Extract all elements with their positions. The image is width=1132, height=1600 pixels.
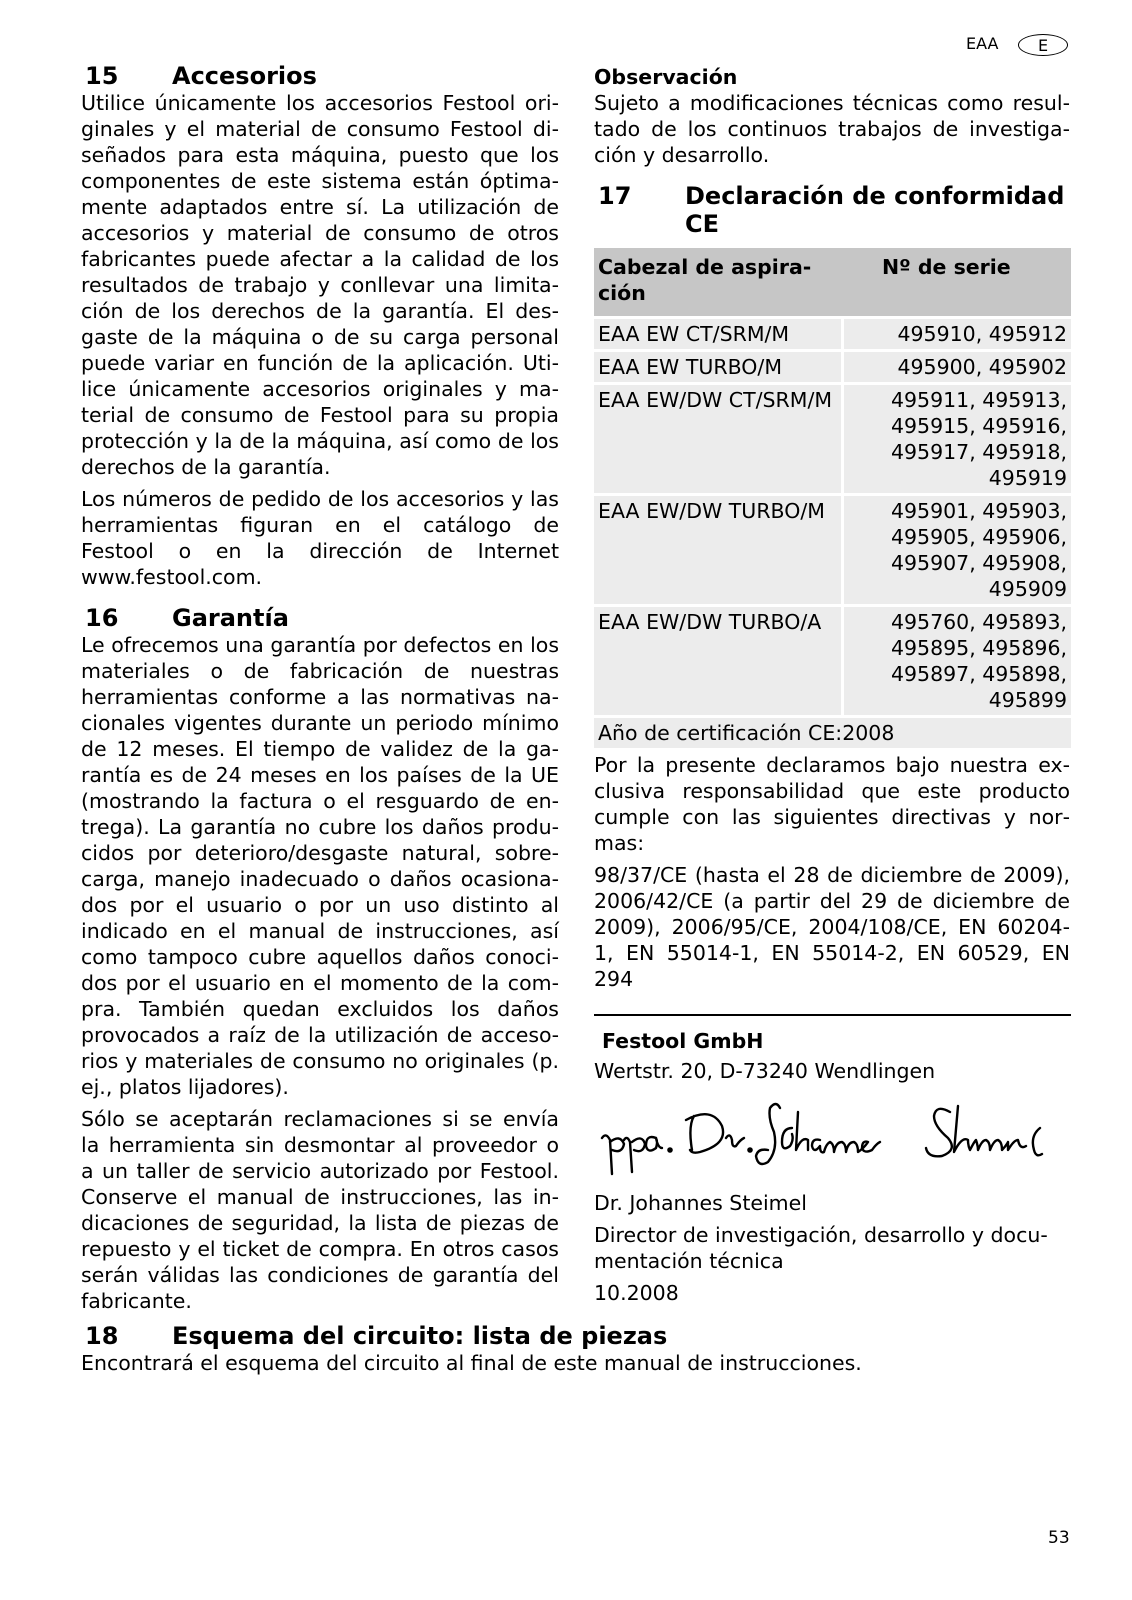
paragraph: Sólo se aceptarán reclamaciones si se envía la herramienta sin desmontar al proveedor o a un taller de servicio autorizado por Festool. Conserve el manual de instrucciones, las indicaciones de seguridad, la lista de piezas de repuesto y el ticket de compra. En otros casos serán válidas las condiciones de garantía del fabricante. (81, 1107, 559, 1313)
model-cell: EAA EW/DW TURBO/A (594, 606, 842, 717)
serial-line: 495900, 495902 (897, 355, 1067, 379)
model-cell: EAA EW/DW TURBO/M (594, 495, 842, 606)
company-address: Wertstr. 20, D-73240 Wendlingen (594, 1059, 936, 1083)
serial-cell (842, 318, 1071, 351)
section-number: 17 (598, 182, 632, 210)
serial-line: 495897, 495898, (890, 662, 1067, 686)
paragraph: Por la presente declaramos bajo nuestra exclusiva responsabilidad que este producto cumple con las siguientes directivas y normas: (594, 753, 1070, 855)
serial-line: 495760, 495893, (890, 610, 1067, 634)
serial-line: 495909 (988, 577, 1067, 601)
section-title: Garantía (172, 604, 289, 632)
paragraph: Encontrará el esquema del circuito al final de este manual de instrucciones. (81, 1351, 862, 1375)
model-cell: EAA EW CT/SRM/M (594, 318, 842, 351)
handwritten-signature (594, 1098, 1070, 1180)
serial-line: 495899 (988, 688, 1067, 712)
column-header-model: Cabezal de aspiración (594, 248, 842, 318)
serial-line: 495907, 495908, (890, 551, 1067, 575)
section-18 (81, 1322, 1071, 1382)
table-row (594, 351, 1071, 384)
signature-divider (594, 1014, 1071, 1016)
serial-line: 495905, 495906, (890, 525, 1067, 549)
paragraph: Utilice únicamente los accesorios Festool originales y el material de consumo Festool diseñados para esta máquina, puesto que los componentes de este sistema están óptimamente adaptados entre sí. La utilización de accesorios y material de consumo de otros fabricantes puede afectar a la calidad de los resultados de trabajo y conllevar una limitación de los derechos de la garantía. El desgaste de la máquina o de su carga personal puede variar en función de la aplicación. Utilice únicamente accesorios originales y material de consumo de Festool para su propia protección y la de la máquina, así como de los derechos de la garantía. (81, 91, 559, 479)
section-15-heading (81, 62, 559, 90)
table-row (594, 318, 1071, 351)
certification-year: Año de certificación CE:2008 (594, 717, 1071, 749)
signer-role: Director de investigación, desarrollo y documentación técnica (594, 1223, 1048, 1273)
model-cell: EAA EW TURBO/M (594, 351, 842, 384)
model-code: EAA (966, 34, 999, 53)
language-badge: E (1018, 34, 1068, 56)
section-number: 16 (85, 604, 119, 632)
page-number: 53 (1048, 1528, 1070, 1548)
section-number: 15 (85, 62, 119, 90)
serial-line: 495901, 495903, (890, 499, 1067, 523)
model-cell: EAA EW/DW CT/SRM/M (594, 384, 842, 495)
declaration-date: 10.2008 (594, 1281, 679, 1305)
left-column (81, 62, 559, 1320)
company-name: Festool GmbH (602, 1029, 764, 1053)
observation-title: Observación (594, 65, 738, 89)
table-row (594, 495, 1071, 606)
section-title: Declaración de conformidad CE (685, 182, 1065, 238)
section-title: Accesorios (172, 62, 317, 90)
paragraph: Los números de pedido de los accesorios y las herramientas figuran en el catálogo de Festool o en la dirección de Internet www.festool.com. (81, 487, 559, 589)
serial-line: 495911, 495913, (890, 388, 1067, 412)
paragraph: 98/37/CE (hasta el 28 de diciembre de 2009), 2006/42/CE (a partir del 29 de diciembre de 2009), 2006/95/CE, 2004/108/CE, EN 60204-1, EN 55014-1, EN 55014-2, EN 60529, EN 294 (594, 863, 1070, 991)
signer-name: Dr. Johannes Steimel (594, 1191, 807, 1215)
serial-cell (842, 606, 1071, 717)
table-row (594, 606, 1071, 717)
table-row (594, 717, 1071, 749)
column-header-serial: Nº de serie (842, 248, 1071, 318)
serial-line: 495910, 495912 (897, 322, 1067, 346)
section-18-heading (81, 1322, 1071, 1350)
section-title: Esquema del circuito: lista de piezas (172, 1322, 668, 1350)
table-row (594, 384, 1071, 495)
right-column (594, 64, 1070, 1312)
serial-number-table (594, 248, 1071, 748)
serial-cell (842, 495, 1071, 606)
serial-line: 495917, 495918, (890, 440, 1067, 464)
serial-line: 495895, 495896, (890, 636, 1067, 660)
serial-line: 495919 (988, 466, 1067, 490)
paragraph: Le ofrecemos una garantía por defectos en los materiales o de fabricación de nuestras herramientas conforme a las normativas nacionales vigentes durante un periodo mínimo de 12 meses. El tiempo de validez de la garantía es de 24 meses en los países de la UE (mostrando la factura o el resguardo de entrega). La garantía no cubre los daños producidos por deterioro/desgaste natural, sobrecarga, manejo inadecuado o daños ocasionados por el usuario o por un uso distinto al indicado en el manual de instrucciones, así como tampoco cubre aquellos daños conocidos por el usuario en el momento de la compra. También quedan excluidos los daños provocados a raíz de la utilización de accesorios y materiales de consumo no originales (p. ej., platos lijadores). (81, 633, 559, 1099)
section-16-heading (81, 604, 559, 632)
serial-cell (842, 384, 1071, 495)
section-number: 18 (85, 1322, 119, 1350)
serial-cell (842, 351, 1071, 384)
serial-line: 495915, 495916, (890, 414, 1067, 438)
section-17-heading (594, 182, 1070, 238)
observation-text: Sujeto a modificaciones técnicas como resultado de los continuos trabajos de investigación y desarrollo. (594, 91, 1070, 167)
